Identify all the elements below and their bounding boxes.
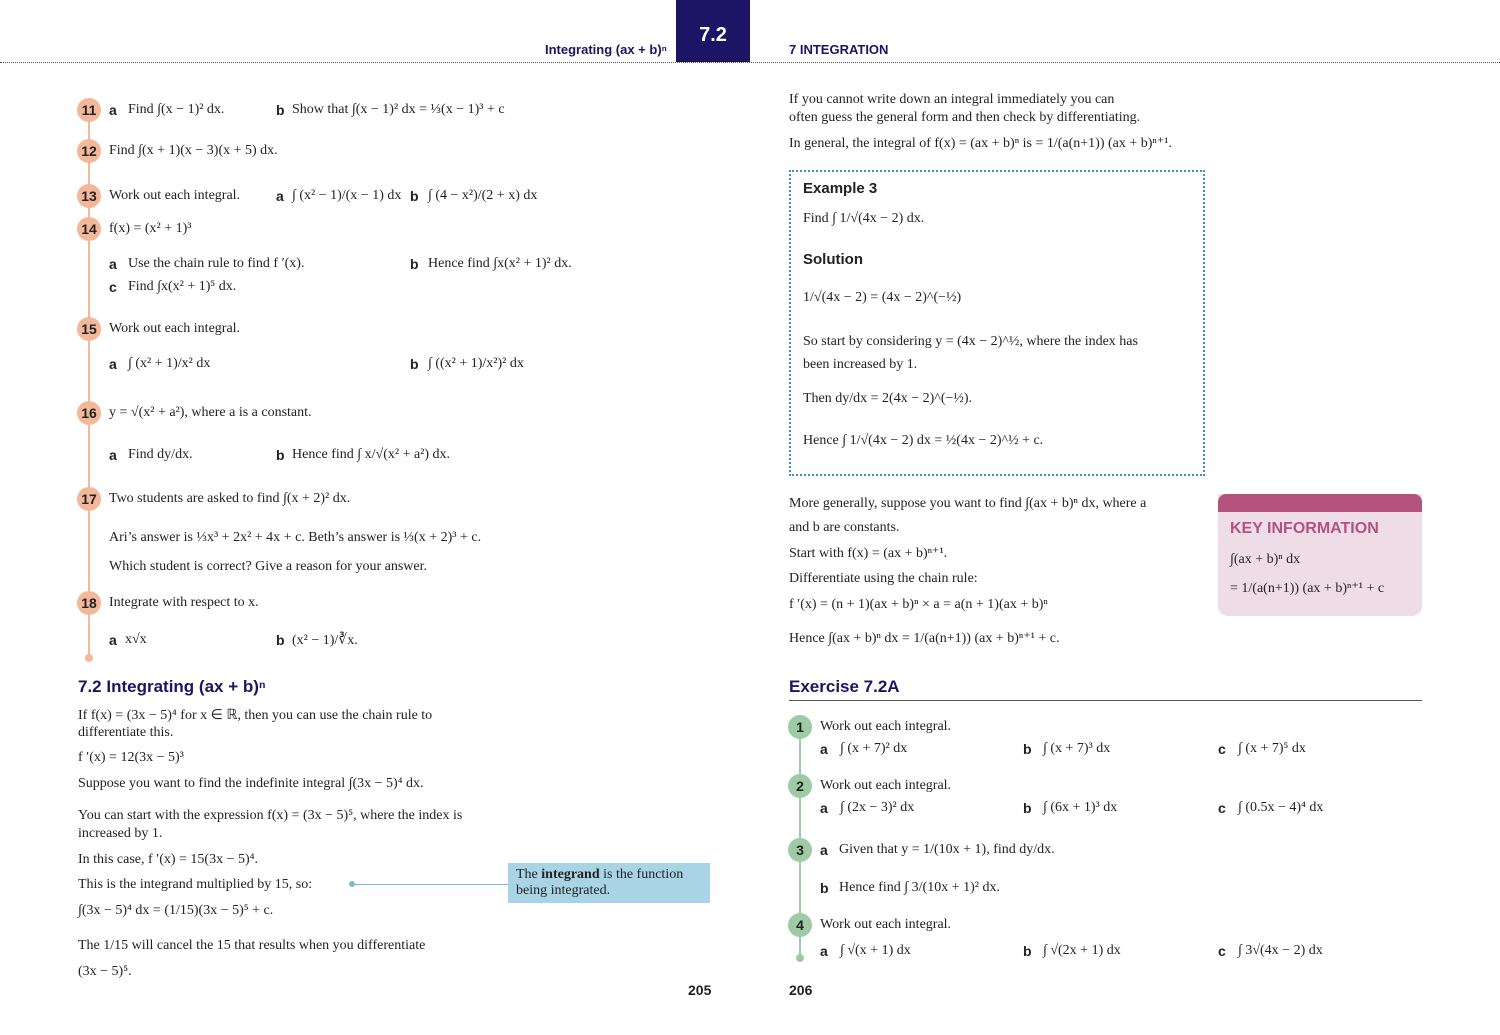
exercise-part: ∫ (x + 7)⁵ dx <box>1238 741 1306 756</box>
exercise-number: 1 <box>788 715 812 739</box>
note-text: is the function <box>599 867 684 882</box>
part-label: c <box>1218 943 1226 959</box>
question-number: 17 <box>77 487 101 511</box>
key-information-bar <box>1218 494 1422 512</box>
question-part: Find dy/dx. <box>128 447 193 462</box>
question-text: Integrate with respect to x. <box>109 595 259 610</box>
exercise-number: 3 <box>788 838 812 862</box>
question-part: ∫ (x² + 1)/x² dx <box>128 356 211 371</box>
question-part: Use the chain rule to find f ′(x). <box>128 256 305 271</box>
example-text: 1/√(4x − 2) = (4x − 2)^(−½) <box>803 290 962 305</box>
part-label: b <box>410 256 419 272</box>
part-label: a <box>109 256 117 272</box>
question-number: 14 <box>77 217 101 241</box>
exercise-text: Work out each integral. <box>820 778 952 793</box>
part-label: a <box>109 102 117 118</box>
question-rail-end <box>85 654 93 662</box>
page-number-left: 205 <box>688 982 712 998</box>
part-label: c <box>1218 800 1226 816</box>
question-part: Hence find ∫x(x² + 1)² dx. <box>428 256 572 271</box>
exercise-part: ∫ (2x − 3)² dx <box>840 800 915 815</box>
body-text: Hence ∫(ax + b)ⁿ dx = 1/(a(n+1)) (ax + b)ⁿ⁺¹ + c. <box>789 631 1060 646</box>
body-text: The 1/15 will cancel the 15 that results when you differentiate <box>78 938 426 953</box>
exercise-text: Work out each integral. <box>820 719 952 734</box>
part-label: a <box>109 447 117 463</box>
part-label: b <box>1023 800 1032 816</box>
body-text: f ′(x) = (n + 1)(ax + b)ⁿ × a = a(n + 1)(ax + b)ⁿ <box>789 597 1048 612</box>
part-label: c <box>109 279 117 295</box>
body-text: differentiate this. <box>78 725 174 740</box>
part-label: b <box>1023 741 1032 757</box>
part-label: a <box>276 188 284 204</box>
question-part: (x² − 1)/∛x. <box>292 633 358 648</box>
question-number: 18 <box>77 591 101 615</box>
part-label: b <box>276 102 285 118</box>
body-text: If you cannot write down an integral immediately you can <box>789 92 1115 107</box>
part-label: b <box>410 356 419 372</box>
key-information-text: ∫(ax + b)ⁿ dx <box>1230 552 1301 567</box>
exercise-number: 4 <box>788 913 812 937</box>
section-heading: 7.2 Integrating (ax + b)ⁿ <box>78 677 266 696</box>
body-text: ∫(3x − 5)⁴ dx = (1/15)(3x − 5)⁵ + c. <box>78 903 274 918</box>
body-text: increased by 1. <box>78 826 163 841</box>
body-text: You can start with the expression f(x) = (3x − 5)⁵, where the index is <box>78 808 463 823</box>
exercise-number: 2 <box>788 774 812 798</box>
part-label: b <box>820 880 829 896</box>
question-number: 13 <box>77 184 101 208</box>
question-number: 11 <box>77 98 101 122</box>
exercise-text: Work out each integral. <box>820 917 952 932</box>
body-text: Start with f(x) = (ax + b)ⁿ⁺¹. <box>789 546 948 561</box>
exercise-part: ∫ √(x + 1) dx <box>840 943 911 958</box>
part-label: a <box>820 943 828 959</box>
question-text: Work out each integral. <box>109 321 241 336</box>
part-label: a <box>109 356 117 372</box>
note-connector <box>352 884 508 885</box>
exercise-rail-end <box>796 954 804 962</box>
running-header-left: Integrating (ax + b)ⁿ <box>545 42 667 57</box>
part-label: b <box>276 632 285 648</box>
question-text: Which student is correct? Give a reason for your answer. <box>109 559 427 574</box>
example-text: So start by considering y = (4x − 2)^½, where the index has <box>803 334 1138 349</box>
question-part: Show that ∫(x − 1)² dx = ⅓(x − 1)³ + c <box>292 102 505 117</box>
solution-heading: Solution <box>803 251 863 268</box>
body-text: and b are constants. <box>789 520 900 535</box>
body-text: If f(x) = (3x − 5)⁴ for x ∈ ℝ, then you can use the chain rule to <box>78 708 433 723</box>
question-number: 15 <box>77 317 101 341</box>
question-part: Find ∫(x − 1)² dx. <box>128 102 225 117</box>
example-text: been increased by 1. <box>803 357 918 372</box>
exercise-part: ∫ 3√(4x − 2) dx <box>1238 943 1323 958</box>
question-text: Two students are asked to find ∫(x + 2)² dx. <box>109 491 351 506</box>
part-label: b <box>1023 943 1032 959</box>
key-information-title: KEY INFORMATION <box>1230 520 1379 537</box>
header-divider <box>0 62 1500 63</box>
note-text: being integrated. <box>516 883 611 898</box>
part-label: a <box>820 800 828 816</box>
question-text: f(x) = (x² + 1)³ <box>109 221 192 236</box>
example-text: Hence ∫ 1/√(4x − 2) dx = ½(4x − 2)^½ + c. <box>803 433 1044 448</box>
exercise-part: Hence find ∫ 3/(10x + 1)² dx. <box>839 880 1000 895</box>
example-heading: Example 3 <box>803 180 878 197</box>
margin-note <box>508 863 710 903</box>
part-label: a <box>820 741 828 757</box>
part-label: b <box>276 447 285 463</box>
exercise-part: Given that y = 1/(10x + 1), find dy/dx. <box>839 842 1055 857</box>
section-tab: 7.2 <box>676 0 750 62</box>
body-text: In general, the integral of f(x) = (ax + b)ⁿ is = 1/(a(n+1)) (ax + b)ⁿ⁺¹. <box>789 136 1172 151</box>
question-text: Work out each integral. <box>109 188 241 203</box>
example-text: Then dy/dx = 2(4x − 2)^(−½). <box>803 391 973 406</box>
page-number-right: 206 <box>789 982 813 998</box>
key-information-text: = 1/(a(n+1)) (ax + b)ⁿ⁺¹ + c <box>1230 581 1385 596</box>
exercise-part: ∫ (0.5x − 4)⁴ dx <box>1238 800 1324 815</box>
body-text: often guess the general form and then check by differentiating. <box>789 110 1141 125</box>
question-number: 16 <box>77 401 101 425</box>
part-label: a <box>109 632 117 648</box>
exercise-part: ∫ (6x + 1)³ dx <box>1043 800 1118 815</box>
exercise-part: ∫ √(2x + 1) dx <box>1043 943 1121 958</box>
note-keyword: integrand <box>541 867 600 882</box>
question-number: 12 <box>77 139 101 163</box>
running-header-right: 7 INTEGRATION <box>789 42 889 57</box>
question-part: Find ∫x(x² + 1)⁵ dx. <box>128 279 237 294</box>
question-part: ∫ (4 − x²)/(2 + x) dx <box>428 188 538 203</box>
body-text: Differentiate using the chain rule: <box>789 571 978 586</box>
body-text: This is the integrand multiplied by 15, so: <box>78 877 313 892</box>
note-text: The <box>516 867 542 882</box>
exercise-part: ∫ (x + 7)² dx <box>840 741 908 756</box>
exercise-heading: Exercise 7.2A <box>789 677 900 696</box>
question-text: y = √(x² + a²), where a is a constant. <box>109 405 312 420</box>
question-text: Ari’s answer is ⅓x³ + 2x² + 4x + c. Beth’s answer is ⅓(x + 2)³ + c. <box>109 530 482 545</box>
body-text: f ′(x) = 12(3x − 5)³ <box>78 750 184 765</box>
example-text: Find ∫ 1/√(4x − 2) dx. <box>803 211 925 226</box>
part-label: b <box>410 188 419 204</box>
part-label: c <box>1218 741 1226 757</box>
exercise-rule <box>789 700 1422 701</box>
exercise-part: ∫ (x + 7)³ dx <box>1043 741 1111 756</box>
part-label: a <box>820 842 828 858</box>
question-part: Hence find ∫ x/√(x² + a²) dx. <box>292 447 451 462</box>
body-text: Suppose you want to find the indefinite integral ∫(3x − 5)⁴ dx. <box>78 776 424 791</box>
question-text: Find ∫(x + 1)(x − 3)(x + 5) dx. <box>109 143 278 158</box>
body-text: More generally, suppose you want to find ∫(ax + b)ⁿ dx, where a <box>789 496 1147 511</box>
question-part: ∫ ((x² + 1)/x²)² dx <box>428 356 524 371</box>
question-part: ∫ (x² − 1)/(x − 1) dx <box>292 188 402 203</box>
body-text: (3x − 5)⁵. <box>78 964 132 979</box>
body-text: In this case, f ′(x) = 15(3x − 5)⁴. <box>78 852 259 867</box>
question-part: x√x <box>125 632 147 647</box>
